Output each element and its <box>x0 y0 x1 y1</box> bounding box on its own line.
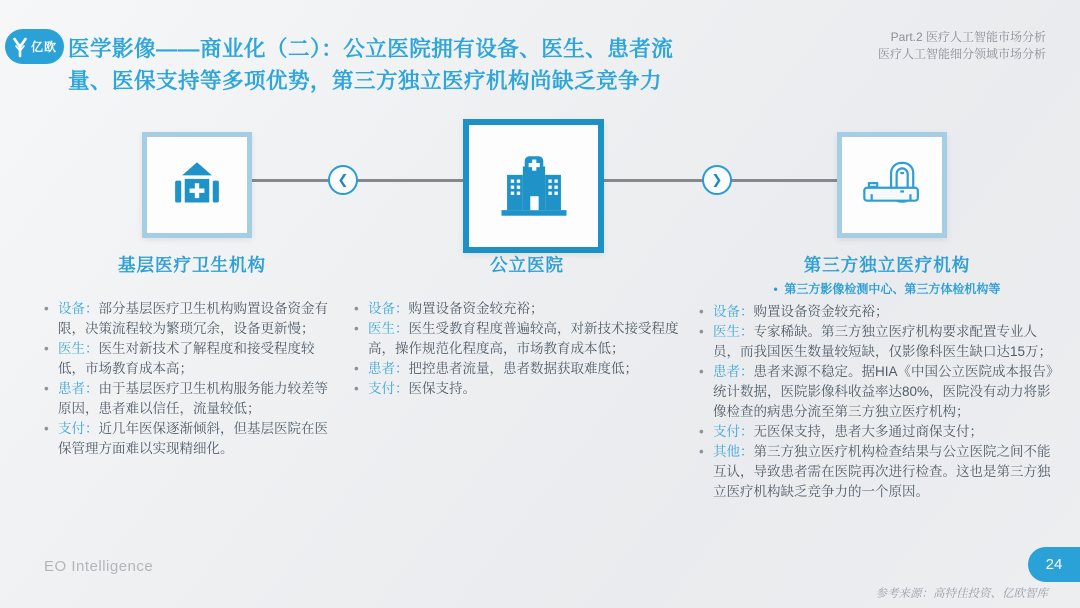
bullet-keyword: 医生： <box>713 324 754 339</box>
bullet-text: 购置设备资金较充裕； <box>753 304 889 319</box>
node-primary-care <box>142 132 252 238</box>
bullet-keyword: 其他： <box>713 444 754 459</box>
bullet-item <box>352 379 684 399</box>
section-note-line1: Part.2 医疗人工智能市场分析 <box>890 30 1046 44</box>
bullet-keyword: 患者： <box>713 364 754 379</box>
bullet-keyword: 支付： <box>58 421 99 436</box>
bullet-item <box>42 299 338 339</box>
mri-machine-icon <box>862 161 922 209</box>
bullet-list-public-hospital <box>352 299 684 399</box>
source-reference: 参考来源：高特佳投资、亿欧智库 <box>875 588 1048 600</box>
node-label-primary-care: 基层医疗卫生机构 <box>118 255 266 275</box>
bullet-item <box>352 359 684 379</box>
node-sublabel-text: 第三方影像检测中心、第三方体检机构等 <box>784 282 1001 296</box>
bullet-text: 由于基层医疗卫生机构服务能力较差等原因，患者难以信任，流量较低； <box>58 381 328 416</box>
bullet-text: 部分基层医疗卫生机构购置设备资金有限，决策流程较为繁琐冗余，设备更新慢； <box>58 301 328 336</box>
section-note-line2: 医疗人工智能细分领域市场分析 <box>877 47 1046 61</box>
node-third-party <box>837 132 947 238</box>
bullet-keyword: 患者： <box>58 381 99 396</box>
bullet-item <box>697 362 1059 422</box>
bullet-text: 购置设备资金较充裕； <box>408 301 544 316</box>
section-note <box>878 29 1046 63</box>
hospital-icon <box>495 155 573 217</box>
bullet-item <box>697 302 1059 322</box>
chevron-right-icon: ❯ <box>702 165 732 195</box>
bullet-keyword: 患者： <box>368 361 409 376</box>
bullet-item <box>352 299 684 319</box>
bullet-keyword: 支付： <box>368 381 409 396</box>
bullet-keyword: 医生： <box>368 321 409 336</box>
bullet-keyword: 医生： <box>58 341 99 356</box>
node-sublabel-third-party: • 第三方影像检测中心、第三方体检机构等 <box>773 282 1001 296</box>
bullet-text: 医生受教育程度普遍较高，对新技术接受程度高，操作规范化程度高，市场教育成本低； <box>368 321 679 356</box>
bullet-text: 近几年医保逐渐倾斜，但基层医院在医保管理方面难以实现精细化。 <box>58 421 328 456</box>
page-title <box>68 33 858 97</box>
bullet-keyword: 设备： <box>713 304 754 319</box>
eo-intelligence-watermark: EO Intelligence <box>44 558 154 575</box>
bullet-text: 医生对新技术了解程度和接受程度较低，市场教育成本高； <box>58 341 315 376</box>
bullet-text: 医保支持。 <box>408 381 476 396</box>
eo-logo-text: 亿欧 <box>30 40 57 54</box>
node-public-hospital <box>463 119 604 253</box>
page-title-line2: 量、医保支持等多项优势，第三方独立医疗机构尚缺乏竞争力 <box>68 69 663 93</box>
bullet-item <box>42 379 338 419</box>
bullet-item <box>697 422 1059 442</box>
eo-logo <box>5 29 64 64</box>
eo-logo-icon <box>12 36 28 58</box>
node-label-public-hospital: 公立医院 <box>490 255 564 275</box>
bullet-item <box>42 419 338 459</box>
page-number-badge: 24 <box>1028 547 1080 582</box>
page-title-line1: 医学影像——商业化（二）：公立医院拥有设备、医生、患者流 <box>68 37 674 61</box>
bullet-keyword: 设备： <box>58 301 99 316</box>
bullet-keyword: 支付： <box>713 424 754 439</box>
bullet-item <box>352 319 684 359</box>
bullet-item <box>697 322 1059 362</box>
chevron-left-icon: ❮ <box>328 165 358 195</box>
bullet-list-primary-care <box>42 299 338 459</box>
bullet-text: 把控患者流量，患者数据获取难度低； <box>408 361 638 376</box>
bullet-text: 患者来源不稳定。据HIA《中国公立医院成本报告》统计数据，医院影像科收益率达80%，医院没有动力将影像检查的病患分流至第三方独立医疗机构； <box>713 364 1053 419</box>
bullet-list-third-party <box>697 302 1059 502</box>
bullet-text: 专家稀缺。第三方独立医疗机构要求配置专业人员，而我国医生数量较短缺，仅影像科医生缺口达15万； <box>713 324 1053 359</box>
bullet-text: 第三方独立医疗机构检查结果与公立医院之间不能互认，导致患者需在医院再次进行检查。这也是第三方独立医疗机构缺乏竞争力的一个原因。 <box>713 444 1051 499</box>
bullet-item <box>42 339 338 379</box>
clinic-building-icon <box>169 160 225 210</box>
bullet-keyword: 设备： <box>368 301 409 316</box>
node-label-third-party: 第三方独立医疗机构 <box>803 255 971 275</box>
bullet-text: 无医保支持，患者大多通过商保支付； <box>753 424 983 439</box>
bullet-item <box>697 442 1059 502</box>
